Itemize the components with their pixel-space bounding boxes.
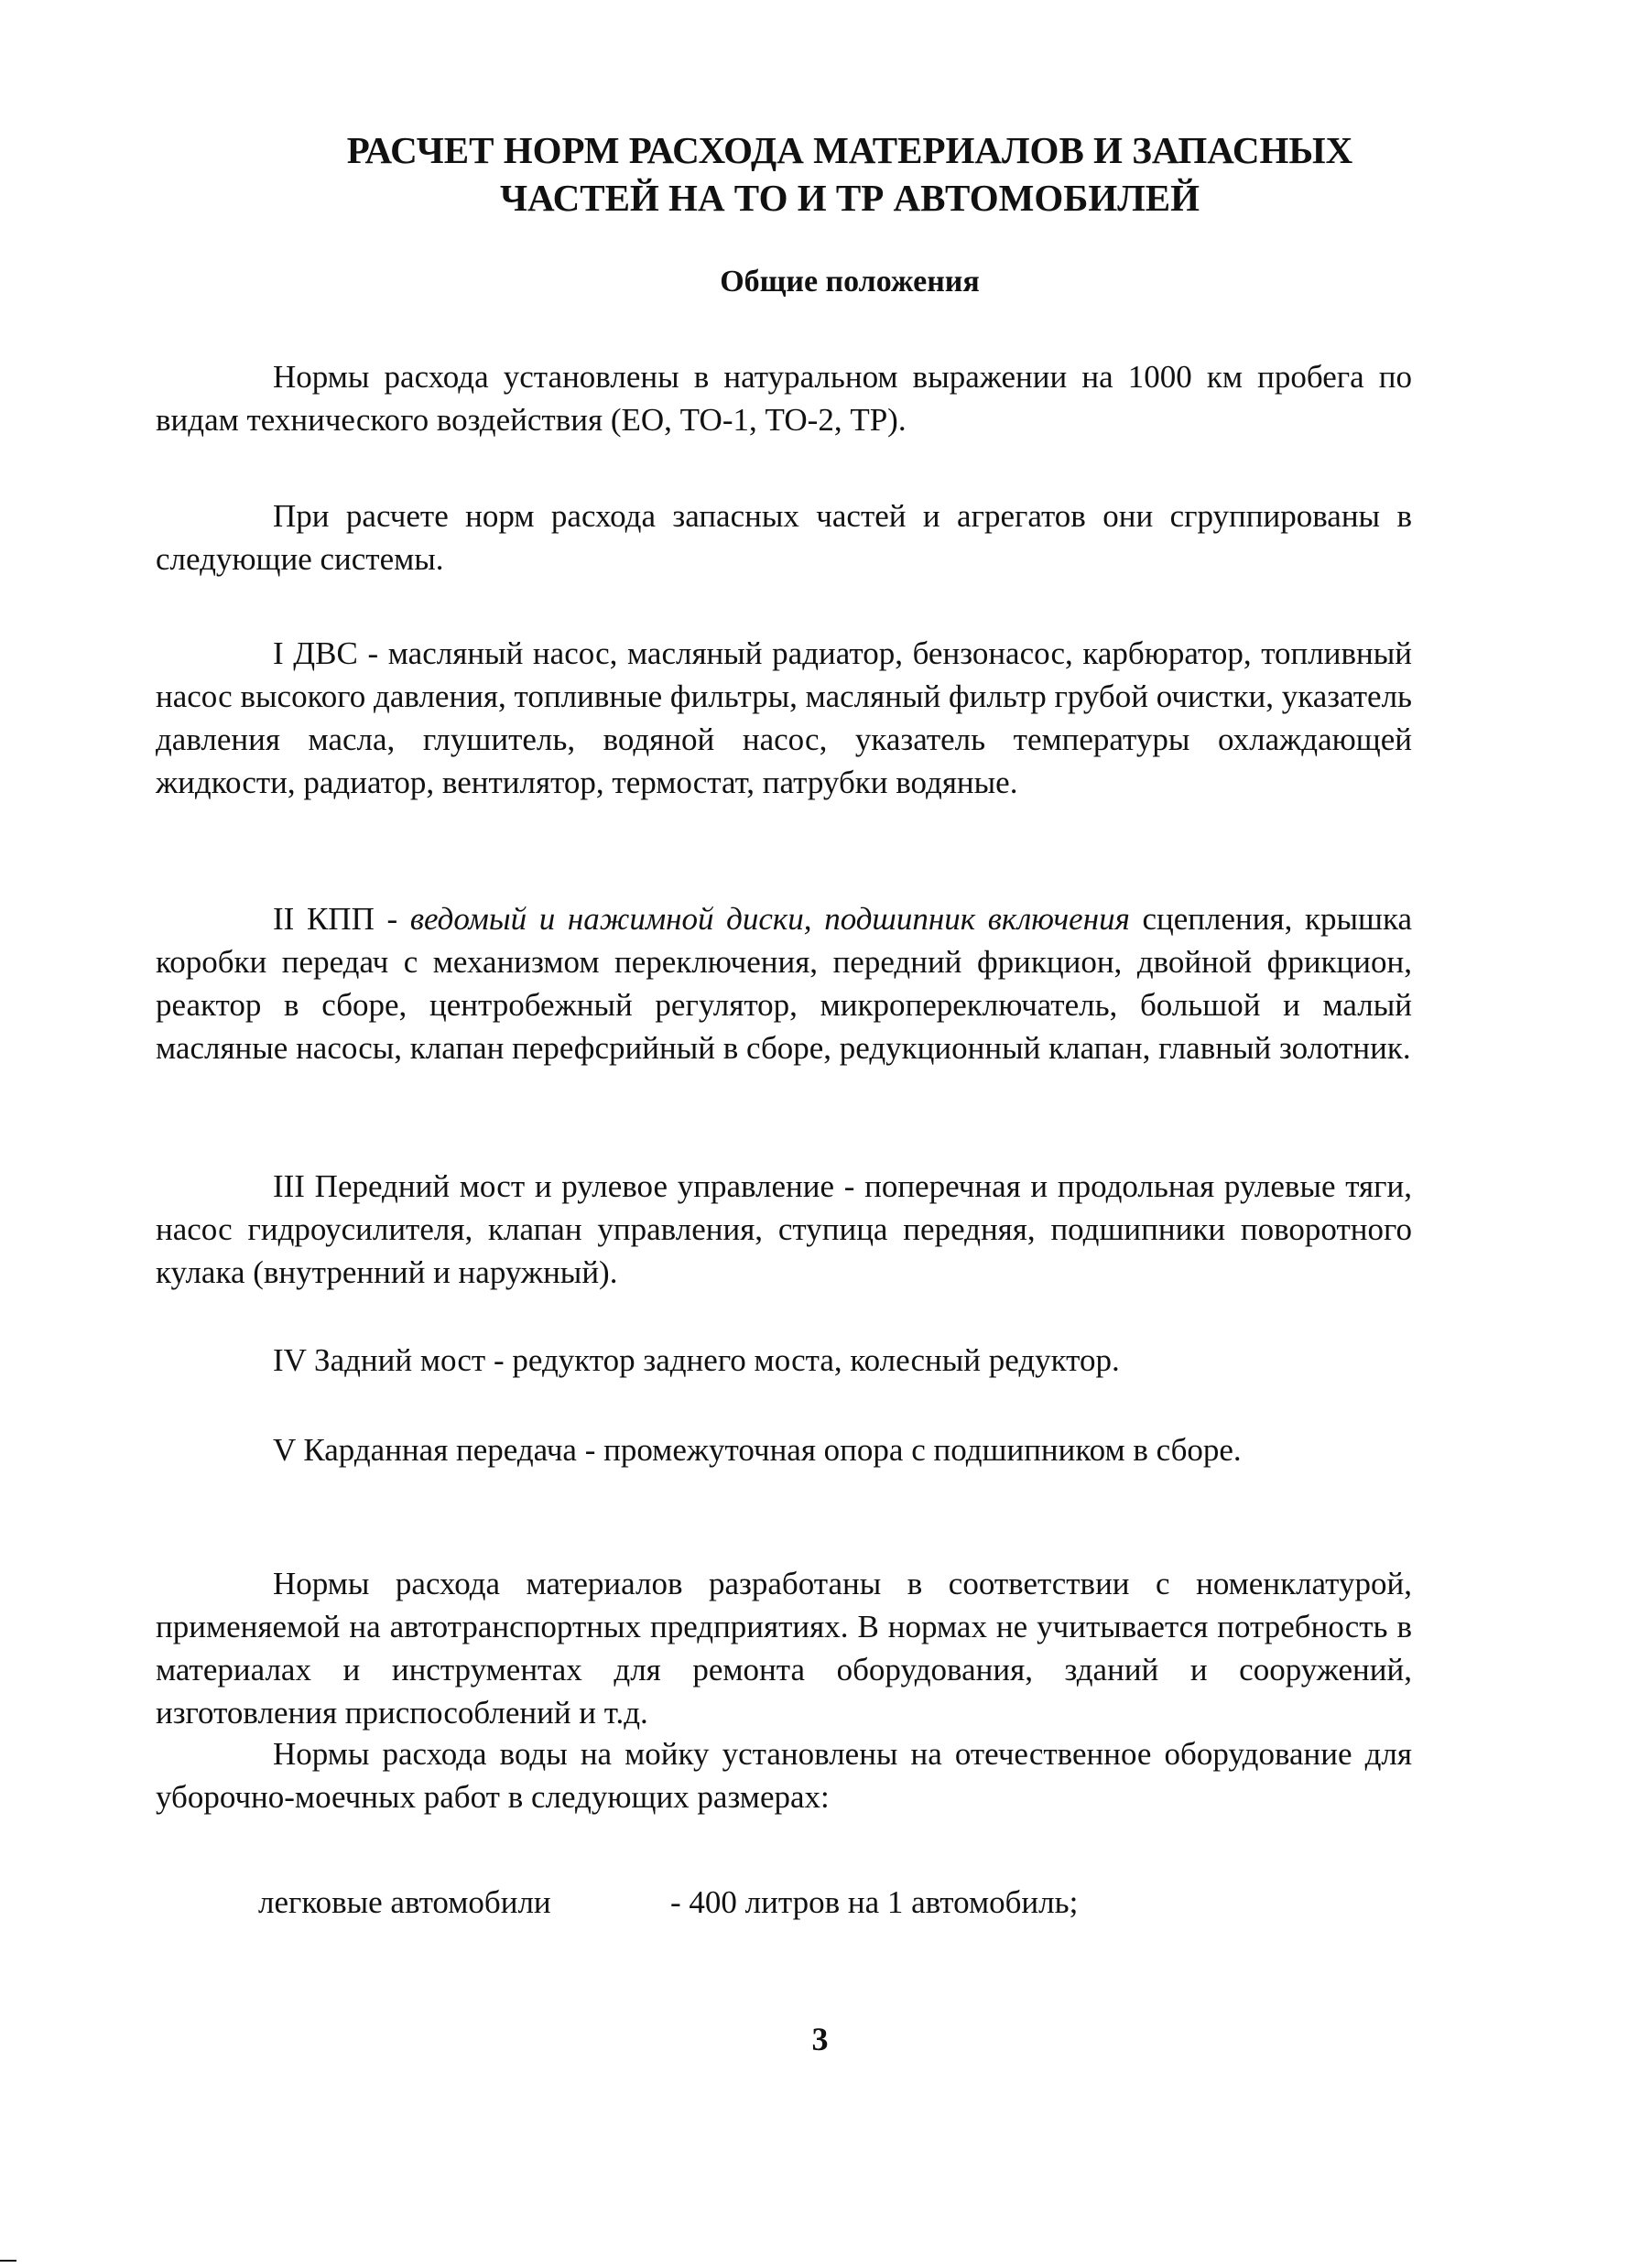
paragraph-water-norms: Нормы расхода воды на мойку установлены на отечественное оборудование для уборочно-моечных работ в следующих размерах: bbox=[156, 1736, 1412, 1815]
paragraph-system-engine: I ДВС - масляный насос, масляный радиатор, бензонасос, карбюратор, топливный насос высокого давления, топливные фильтры, масляный фильтр грубой очистки, указатель давления масла, глушитель, водяной насос, указатель температуры охлаждающей жидкости, радиатор, вентилятор, термостат, патрубки водяные. bbox=[156, 635, 1412, 800]
title-line-2: ЧАСТЕЙ НА ТО И ТР АВТОМОБИЛЕЙ bbox=[499, 177, 1200, 219]
scan-edge-mark bbox=[0, 2260, 16, 2262]
gearbox-label: II КПП - bbox=[273, 901, 410, 937]
page-number: 3 bbox=[811, 2021, 829, 2057]
title-line-1: РАСЧЕТ НОРМ РАСХОДА МАТЕРИАЛОВ И ЗАПАСНЫХ bbox=[346, 129, 1353, 171]
water-norm-row bbox=[258, 1881, 1078, 1924]
section-heading: Общие положения bbox=[720, 265, 980, 298]
paragraph-system-rear-axle: IV Задний мост - редуктор заднего моста, колесный редуктор. bbox=[273, 1342, 1120, 1378]
paragraph-system-driveshaft: V Карданная передача - промежуточная опора с подшипником в сборе. bbox=[273, 1432, 1242, 1468]
paragraph-grouping-intro: При расчете норм расхода запасных частей и агрегатов они сгруппированы в следующие системы. bbox=[156, 498, 1412, 577]
document-title bbox=[156, 126, 1544, 222]
paragraph-materials-norms: Нормы расхода материалов разработаны в соответствии с номенклатурой, применяемой на автотранспортных предприятиях. В нормах не учитывается потребность в материалах и инструментах для ремонта оборудования, зданий и сооружений, изготовления приспособлений и т.д. bbox=[156, 1566, 1412, 1731]
paragraph-norms-basis: Нормы расхода установлены в натуральном выражении на 1000 км пробега по видам технического воздействия (ЕО, ТО-1, ТО-2, ТР). bbox=[156, 359, 1412, 438]
paragraph-system-front-axle: III Передний мост и рулевое управление - поперечная и продольная рулевые тяги, насос гидроусилителя, клапан управления, ступица передняя, подшипники поворотного кулака (внутренний и наружный). bbox=[156, 1168, 1412, 1290]
water-norm-amount: - 400 литров на 1 автомобиль; bbox=[670, 1884, 1079, 1920]
gearbox-text: сцепления, крышка коробки передач с механизмом переключения, передний фрикцион, двойной фрикцион, реактор в сборе, центробежный регулятор, микропереключатель, большой и малый масляные насосы, клапан перефсрийный в сборе, редукционный клапан, главный золотник. bbox=[156, 901, 1412, 1066]
water-norm-vehicle-type: легковые автомобили bbox=[258, 1884, 551, 1920]
gearbox-italic-text: ведомый и нажимной диски, подшипник включения bbox=[409, 901, 1130, 937]
paragraph-system-gearbox bbox=[156, 897, 1412, 1069]
